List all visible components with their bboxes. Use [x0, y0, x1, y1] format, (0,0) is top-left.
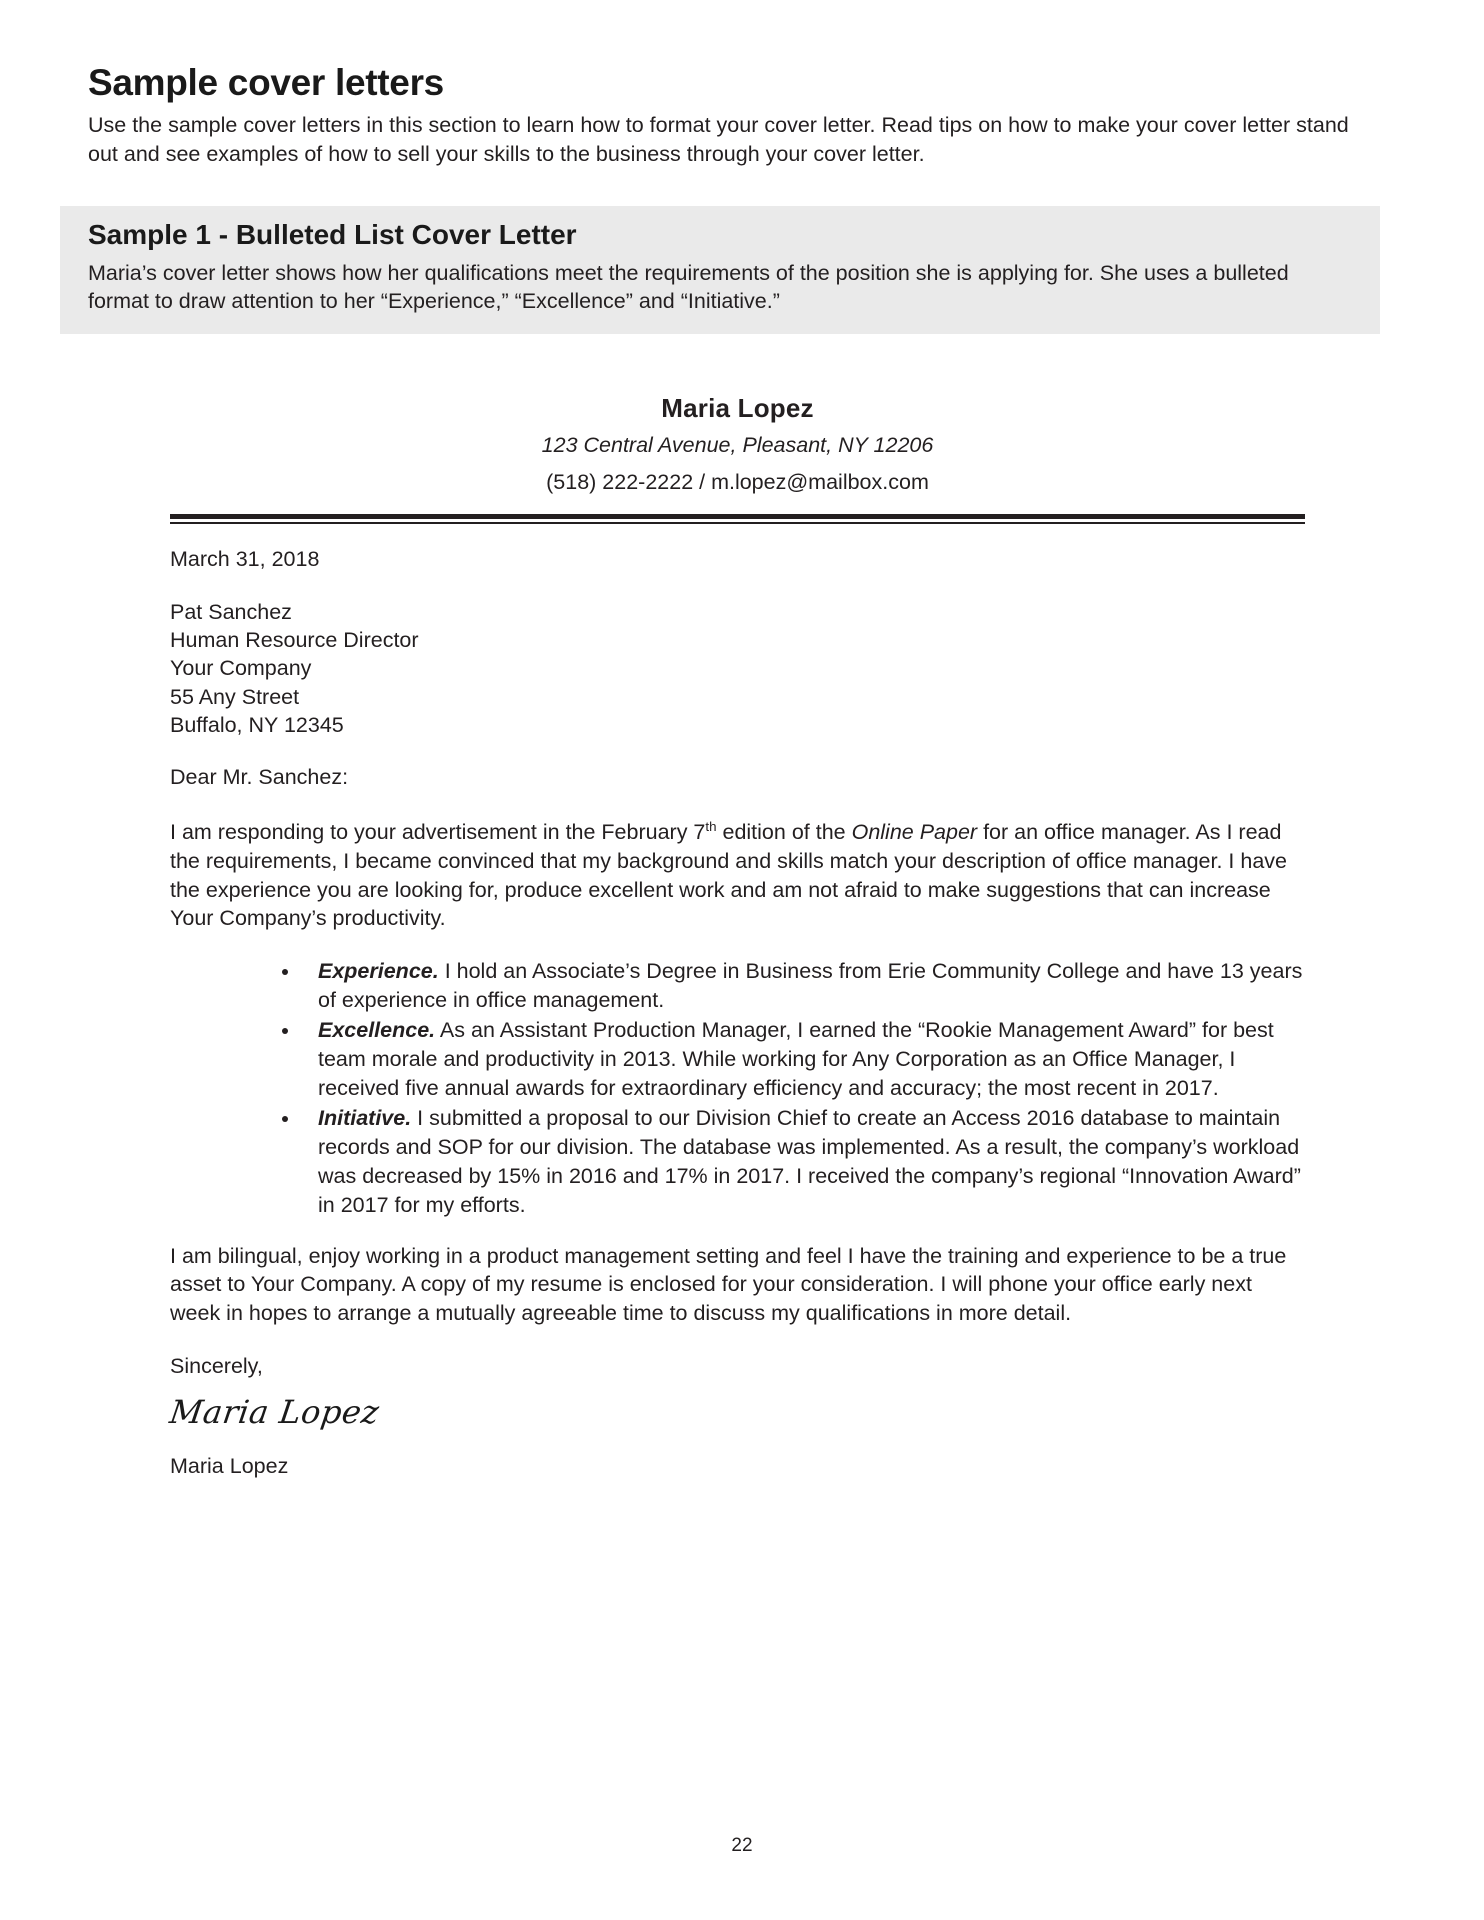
page-number: 22	[731, 1835, 753, 1856]
letterhead-name: Maria Lopez	[661, 393, 814, 423]
sign-off: Sincerely,	[170, 1354, 263, 1379]
signer-name: Maria Lopez	[170, 1454, 289, 1479]
letterhead-divider	[170, 514, 1305, 524]
list-item	[280, 957, 1305, 1015]
recipient-block	[170, 598, 1305, 739]
recipient-street: 55 Any Street	[170, 684, 300, 709]
letterhead	[170, 392, 1305, 497]
recipient-company: Your Company	[170, 656, 312, 681]
salutation: Dear Mr. Sanchez:	[170, 764, 349, 789]
publication-name: Online Paper	[851, 819, 978, 844]
bullet-text: As an Assistant Production Manager, I earned the “Rookie Management Award” for best team morale and productivity in 2013. While working for Any Corporation as an Office Manager, I received five annual awards for extraordinary efficiency and accuracy; the most recent in 2017.	[318, 1018, 1274, 1100]
divider-thin-line	[170, 522, 1305, 524]
sample-banner	[60, 206, 1380, 334]
letter-date: March 31, 2018	[170, 547, 320, 572]
letter-body	[167, 545, 1305, 1481]
intro-paragraph: Use the sample cover letters in this section to learn how to format your cover letter. Read tips on how to make your cover letter stand out and see examples of how to sell your skills to the business through your cover letter.	[88, 113, 1349, 167]
closing-paragraph: I am bilingual, enjoy working in a product management setting and feel I have the training and experience to be a true asset to Your Company. A copy of my resume is enclosed for your consideration. I will phone your office early next week in hopes to arrange a mutually agreeable time to discuss my qualifications in more detail.	[170, 1243, 1287, 1326]
letterhead-address: 123 Central Avenue, Pleasant, NY 12206	[541, 433, 934, 458]
bullet-text: I hold an Associate’s Degree in Business from Erie Community College and have 13 years of experience in office management.	[318, 959, 1303, 1013]
bullet-lead-in: Excellence.	[318, 1018, 436, 1043]
opening-paragraph	[170, 818, 1305, 934]
recipient-job-title: Human Resource Director	[170, 628, 419, 653]
signature-image: Maria Lopez	[167, 1393, 382, 1432]
list-item	[280, 1104, 1305, 1220]
qualification-bullet-list	[170, 957, 1305, 1219]
page-title: Sample cover letters	[88, 62, 444, 103]
ordinal-suffix: th	[705, 818, 717, 834]
opening-text-part2: edition of the	[716, 819, 852, 844]
list-item	[280, 1016, 1305, 1103]
sample-description: Maria’s cover letter shows how her qualifications meet the requirements of the position she is applying for. She uses a bulleted format to draw attention to her “Experience,” “Excellence” and “Initiative.”	[88, 260, 1289, 314]
opening-text-part3: for an office manager. As I read the requirements, I became convinced that my background and skills match your description of office manager. I have the experience you are looking for, produce excellent work and am not afraid to make suggestions that can increase Your Company’s productivity.	[170, 819, 1288, 931]
recipient-name: Pat Sanchez	[170, 600, 292, 625]
sample-heading: Sample 1 - Bulleted List Cover Letter	[88, 219, 577, 250]
opening-text-part1: I am responding to your advertisement in the February 7	[170, 819, 706, 844]
page-intro-section	[88, 62, 1398, 169]
bullet-lead-in: Initiative.	[318, 1105, 412, 1130]
letterhead-contact: (518) 222-2222 / m.lopez@mailbox.com	[546, 470, 929, 495]
cover-letter	[167, 392, 1305, 1481]
bullet-lead-in: Experience.	[318, 959, 439, 984]
bullet-text: I submitted a proposal to our Division Chief to create an Access 2016 database to maintain records and SOP for our division. The database was implemented. As a result, the company’s workload was decreased by 15% in 2016 and 17% in 2017. I received the company’s regional “Innovation Award” in 2017 for my efforts.	[318, 1105, 1301, 1217]
recipient-city-state-zip: Buffalo, NY 12345	[170, 712, 344, 737]
